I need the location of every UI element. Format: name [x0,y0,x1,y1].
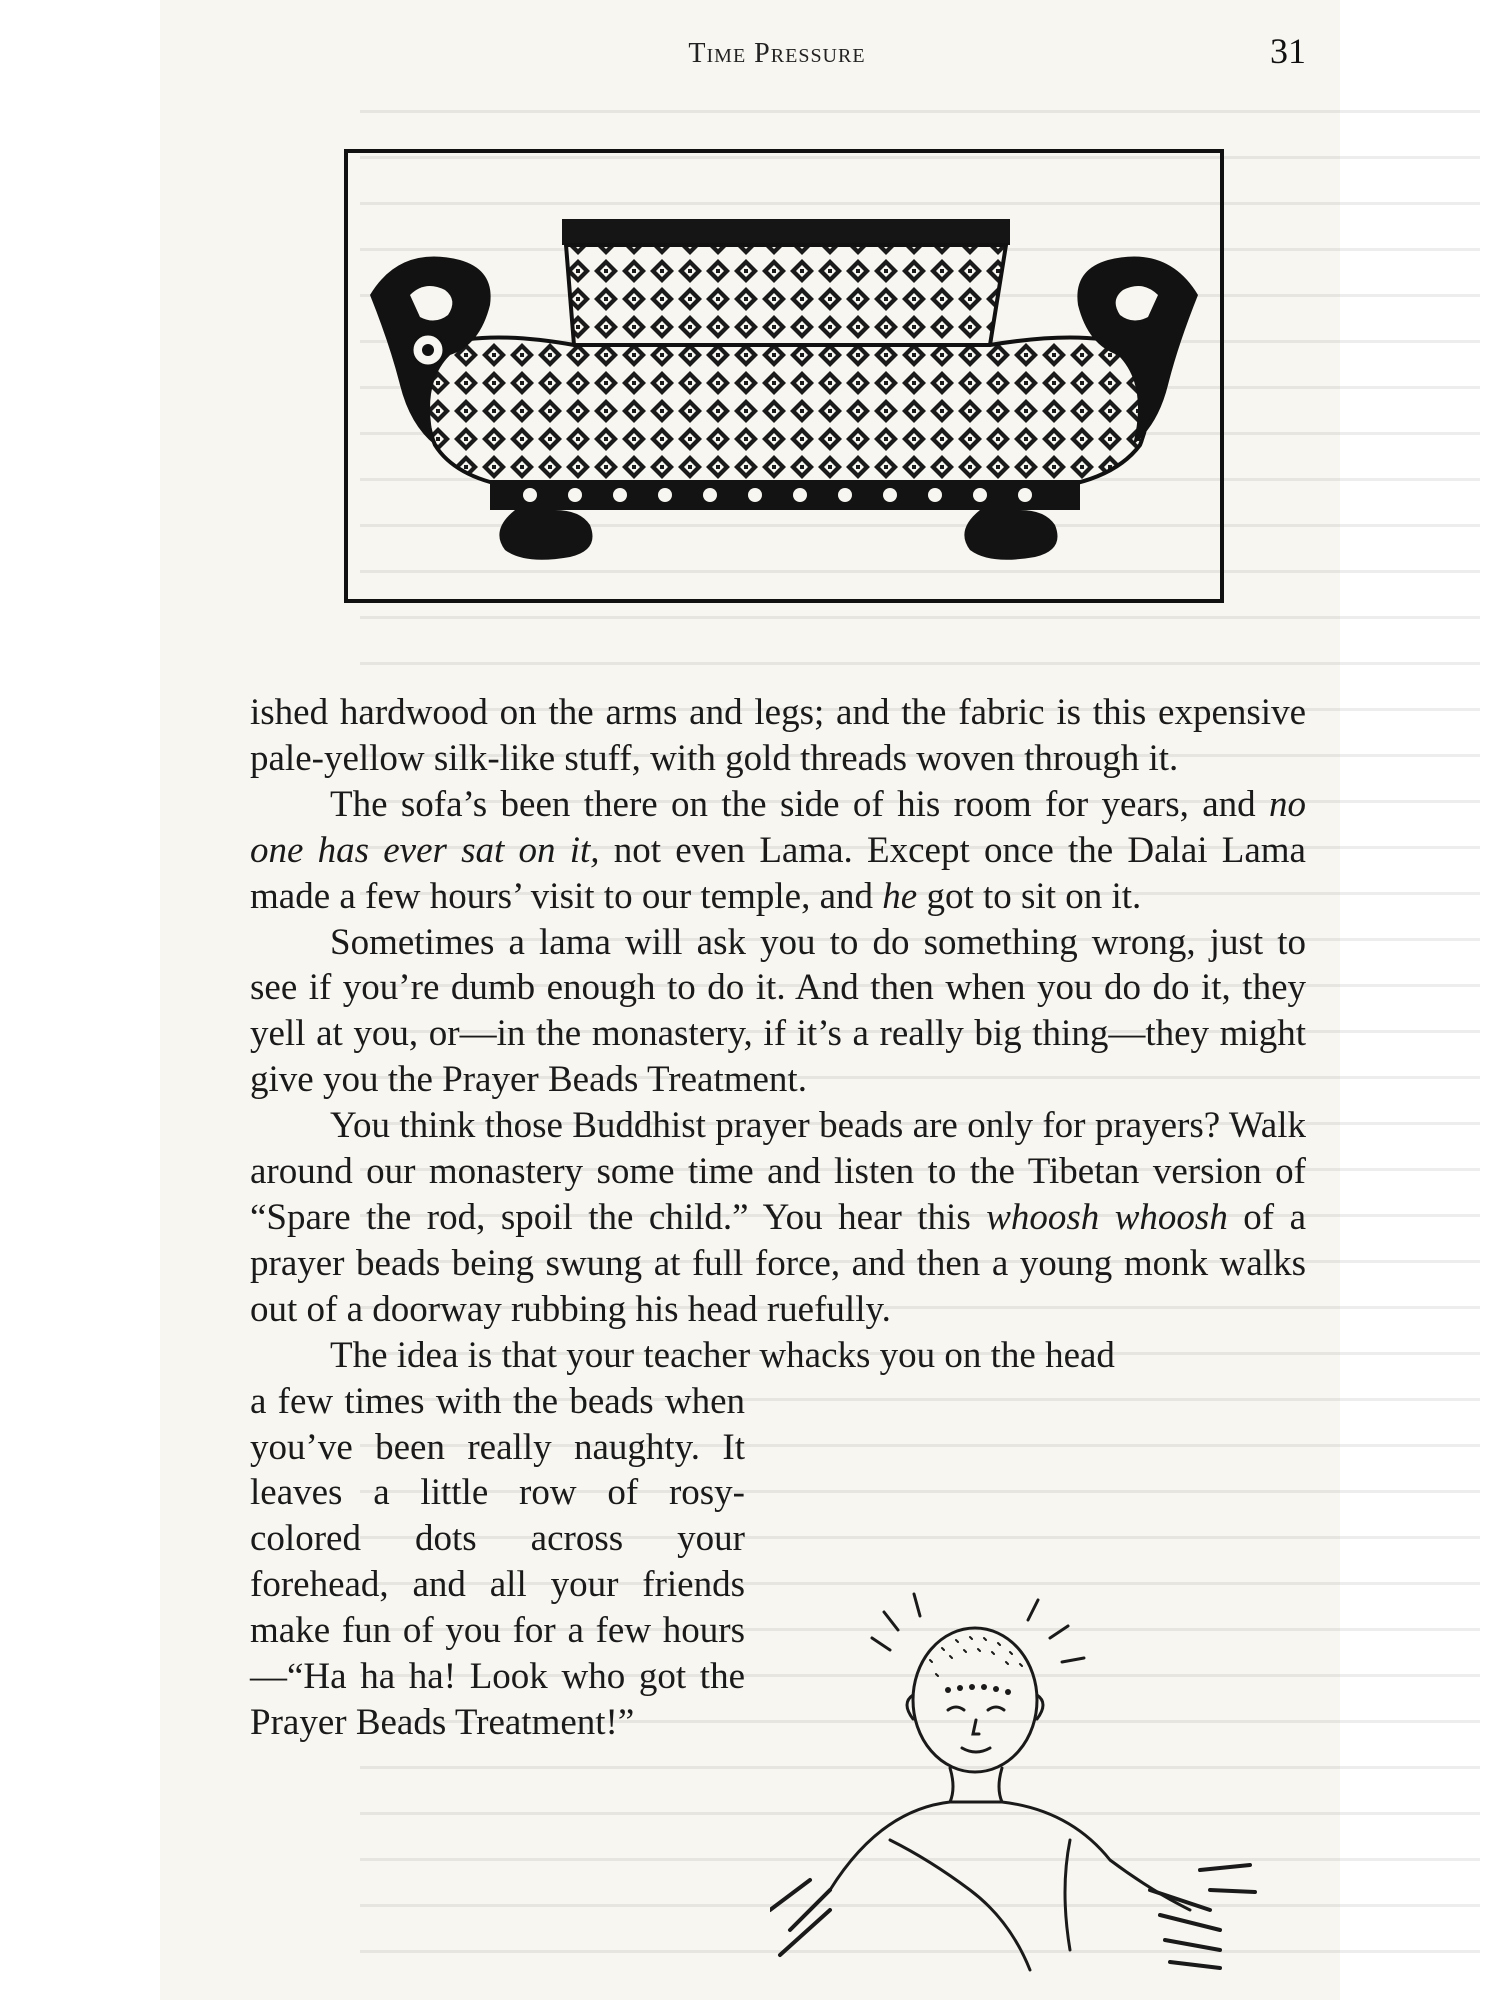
paragraph-3: Sometimes a lama will ask you to do something wrong, just to see if you’re dumb enough to do it. And then when you do do it, they yell at you, or—in the monastery, if it’s a really big thing—they might give you the Prayer Beads Treatment. [250,921,1306,1101]
ornate-sofa-illustration [340,145,1228,607]
paragraph-2 [250,782,1306,920]
young-monk-illustration [770,1590,1270,1980]
paragraph-2-italic-1: no one has ever sat on it, [250,783,1306,871]
page-header [248,30,1306,80]
paragraph-5-continued: a few times with the beads when you’ve been really naughty. It leaves a little row of rosy-colored dots across your forehead, and all your friends make fun of you for a few hours—“Ha ha ha! Look who got the Prayer Beads Treatment!” [250,1380,745,1743]
paragraph-4-text-after: of a prayer beads being swung at full force, and then a young monk walks out of a doorway rubbing his head ruefully. [250,1196,1306,1330]
paragraph-2-text-before: The sofa’s been there on the side of his room for years, and [330,783,1269,825]
paragraph-2-text-after: got to sit on it. [917,875,1142,917]
paragraph-4-text-before: You think those Buddhist prayer beads are only for prayers? Walk around our monastery some time and listen to the Tibetan version of “Spare the rod, spoil the child.” You hear this [250,1105,1306,1238]
paragraph-1: ished hardwood on the arms and legs; and the fabric is this expensive pale-yellow silk-like stuff, with gold threads woven through it. [250,692,1306,779]
paragraph-4-italic: whoosh whoosh [986,1196,1228,1238]
paragraph-2-text-middle: not even Lama. Except once the Dalai Lama made a few hours’ visit to our temple, and [250,829,1306,917]
paragraph-4 [250,1103,1306,1333]
body-text [250,690,1306,1746]
page-number: 31 [1270,31,1306,71]
running-head: Time Pressure [688,38,866,69]
paragraph-2-italic-2: he [882,875,918,917]
paragraph-5: The idea is that your teacher whacks you on the head [330,1334,1115,1376]
